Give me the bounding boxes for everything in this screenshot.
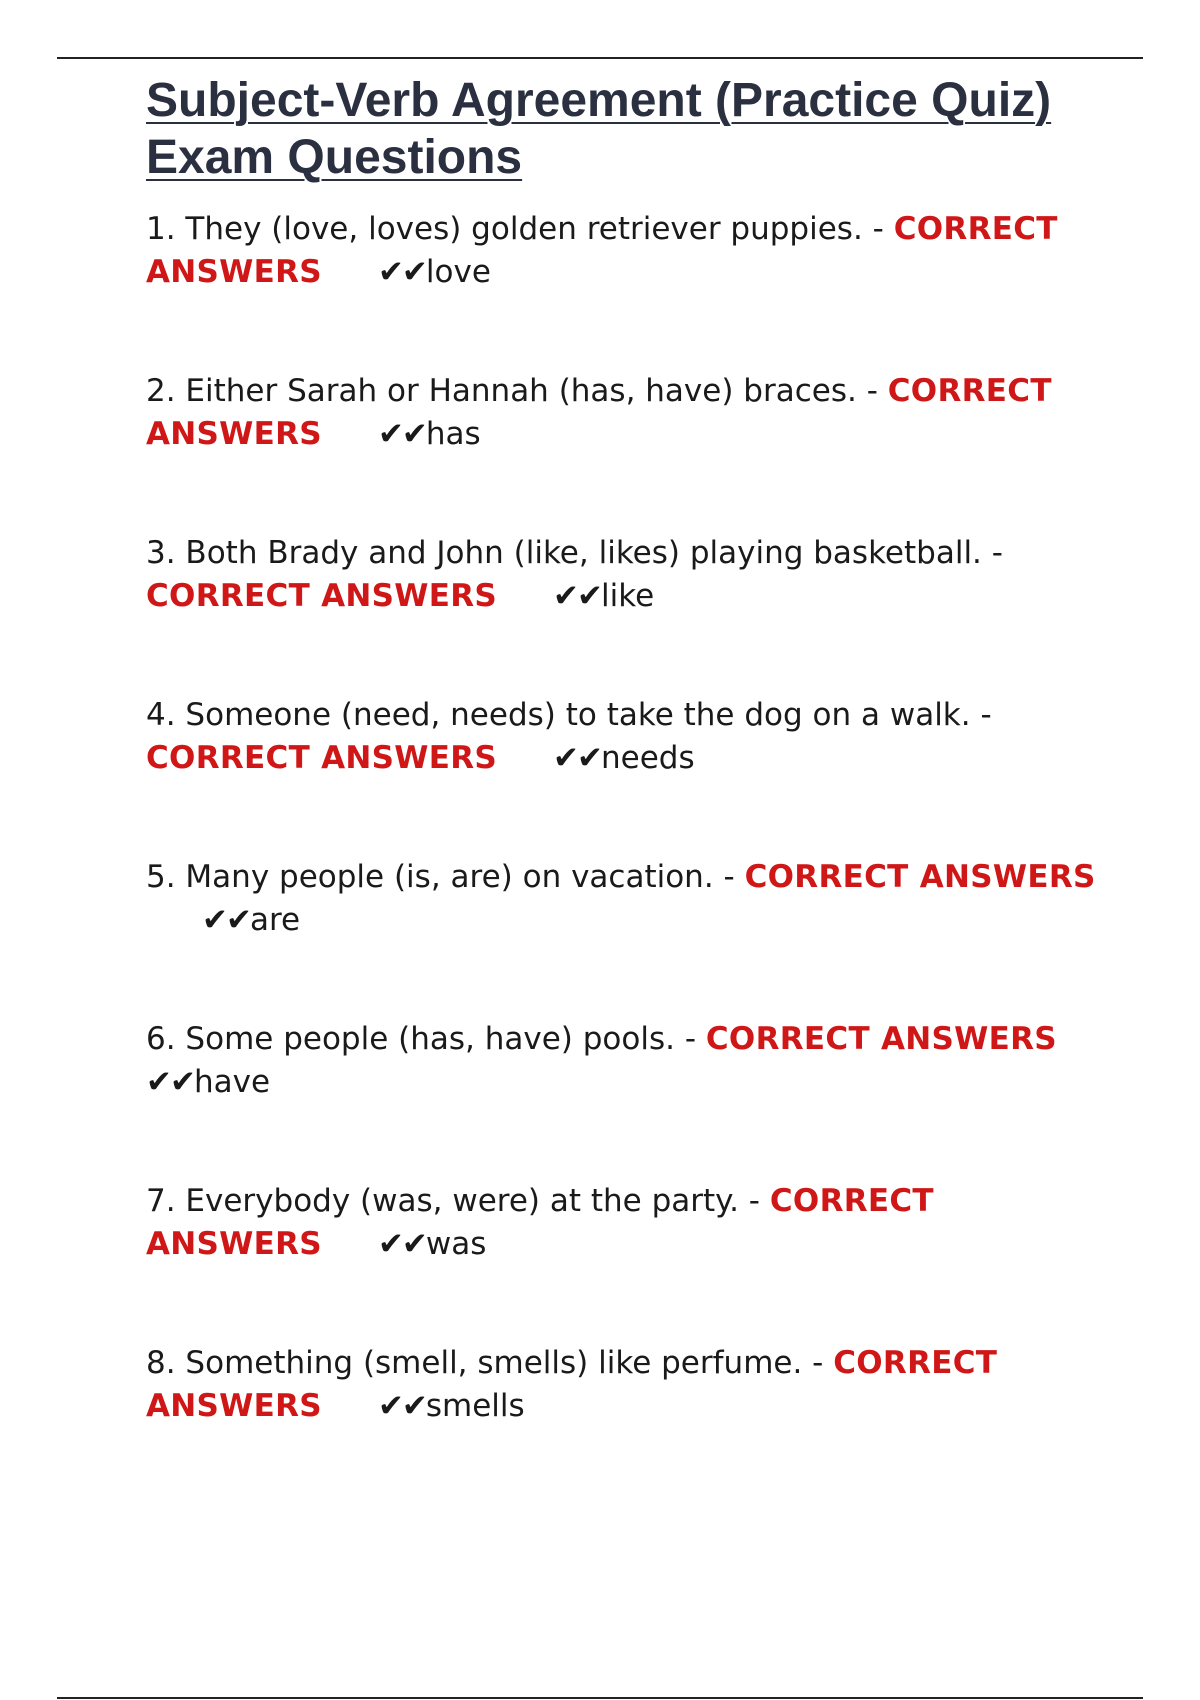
- answer-text: needs: [601, 740, 695, 776]
- answer-label: CORRECT ANSWERS: [146, 740, 498, 776]
- answer-label: CORRECT ANSWERS: [705, 1021, 1057, 1057]
- double-check-icon: ✔✔: [553, 740, 601, 776]
- question-text: 2. Either Sarah or Hannah (has, have) braces. -: [146, 373, 878, 409]
- answer-label: CORRECT ANSWERS: [146, 578, 498, 614]
- double-check-icon: ✔✔: [377, 416, 426, 452]
- double-check-icon: ✔✔: [377, 1226, 426, 1262]
- question-item: [146, 208, 1096, 294]
- document-body: [146, 72, 1096, 1504]
- question-item: [146, 856, 1096, 942]
- question-text: 8. Something (smell, smells) like perfume. -: [146, 1345, 824, 1381]
- answer-text: love: [425, 254, 491, 290]
- page-title: Subject-Verb Agreement (Practice Quiz) Exam Questions: [146, 74, 1052, 184]
- bottom-rule: [57, 1697, 1143, 1699]
- answer-label: CORRECT ANSWERS: [744, 859, 1096, 895]
- question-text: 6. Some people (has, have) pools. -: [146, 1021, 697, 1057]
- answer-text: have: [193, 1064, 271, 1100]
- answer-label: CORRECT ANSWERS: [146, 1183, 934, 1262]
- answer-text: are: [249, 902, 301, 938]
- answer-text: has: [425, 416, 481, 452]
- question-item: [146, 1180, 1096, 1266]
- question-text: 5. Many people (is, are) on vacation. -: [146, 859, 735, 895]
- answer-label: CORRECT ANSWERS: [146, 1345, 998, 1424]
- answer-label: CORRECT ANSWERS: [146, 373, 1052, 452]
- answer-text: smells: [425, 1388, 525, 1424]
- double-check-icon: ✔✔: [202, 902, 250, 938]
- question-text: 4. Someone (need, needs) to take the dog on a walk. -: [146, 697, 992, 733]
- answer-text: was: [425, 1226, 487, 1262]
- answer-text: like: [601, 578, 655, 614]
- double-check-icon: ✔✔: [146, 1064, 194, 1100]
- question-item: [146, 370, 1096, 456]
- question-text: 7. Everybody (was, were) at the party. -: [146, 1183, 760, 1219]
- question-text: 1. They (love, loves) golden retriever puppies. -: [146, 211, 884, 247]
- top-rule: [57, 57, 1143, 59]
- double-check-icon: ✔✔: [377, 254, 426, 290]
- question-item: [146, 1342, 1096, 1428]
- question-text: 3. Both Brady and John (like, likes) playing basketball. -: [146, 535, 1003, 571]
- question-item: [146, 694, 1096, 780]
- double-check-icon: ✔✔: [377, 1388, 426, 1424]
- question-item: [146, 1018, 1096, 1104]
- question-item: [146, 532, 1096, 618]
- answer-label: CORRECT ANSWERS: [146, 211, 1058, 290]
- double-check-icon: ✔✔: [553, 578, 601, 614]
